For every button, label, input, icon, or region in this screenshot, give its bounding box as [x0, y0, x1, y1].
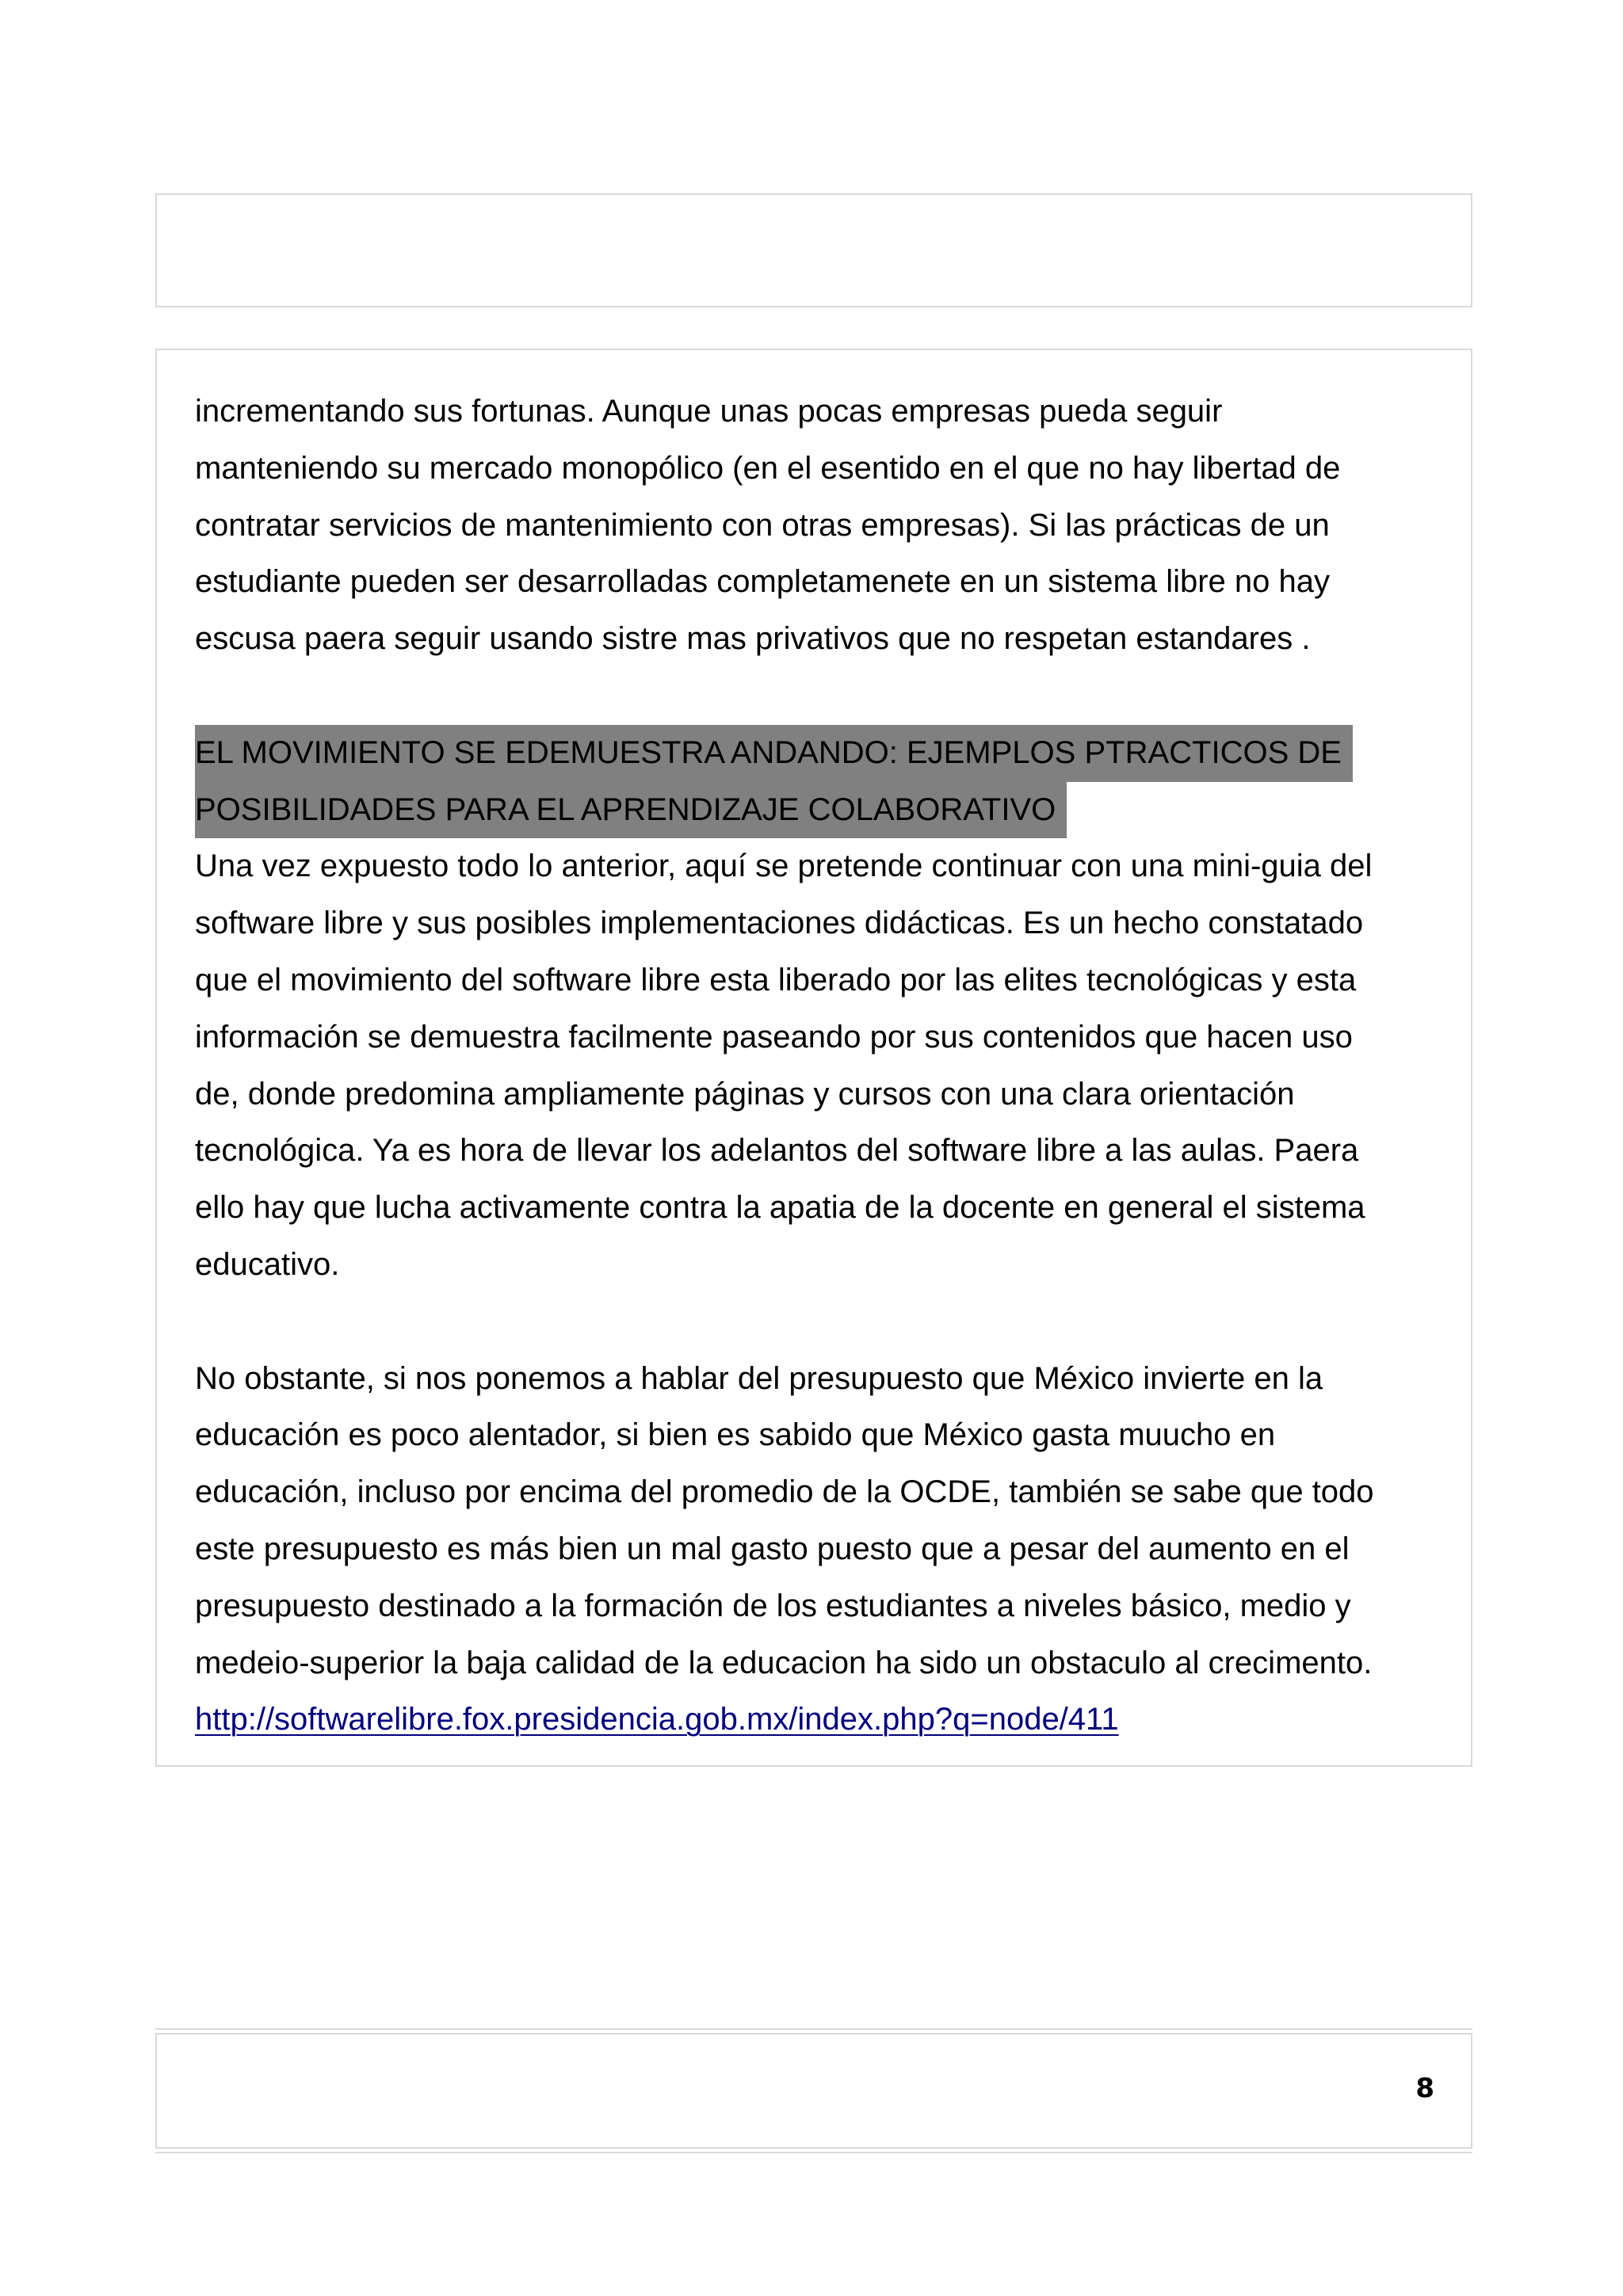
- text-line: incrementando sus fortunas. Aunque unas pocas empresas pueda seguir: [195, 394, 1223, 429]
- text-line: estudiante pueden ser desarrolladas completamenete en un sistema libre no hay: [195, 564, 1330, 600]
- paragraph-3: [195, 1351, 1433, 1692]
- footer-divider: [155, 2028, 1472, 2030]
- page-number: 8: [1415, 2073, 1434, 2104]
- blank-line: [195, 668, 1433, 725]
- text-line: educación, incluso por encima del promedio de la OCDE, también se sabe que todo: [195, 1474, 1374, 1510]
- text-line: presupuesto destinado a la formación de los estudiantes a niveles básico, medio y: [195, 1588, 1351, 1623]
- text-line: educación es poco alentador, si bien es sabido que México gasta muucho en: [195, 1417, 1276, 1453]
- text-line: educativo.: [195, 1246, 340, 1282]
- page-header-box: [155, 193, 1472, 307]
- text-line: medeio-superior la baja calidad de la educacion ha sido un obstaculo al crecimento.: [195, 1645, 1373, 1680]
- section-heading: [195, 725, 1433, 839]
- paragraph-1: [195, 383, 1433, 668]
- link-line: [195, 1691, 1433, 1749]
- text-frame: [155, 349, 1472, 1767]
- heading-line: EL MOVIMIENTO SE EDEMUESTRA ANDANDO: EJEMPLOS PTRACTICOS DE: [195, 725, 1353, 782]
- paragraph-2: [195, 838, 1433, 1293]
- text-line: que el movimiento del software libre esta liberado por las elites tecnológicas y esta: [195, 962, 1357, 997]
- text-line: de, donde predomina ampliamente páginas y cursos con una clara orientación: [195, 1076, 1295, 1112]
- text-line: manteniendo su mercado monopólico (en el esentido en el que no hay libertad de: [195, 450, 1341, 486]
- text-line: escusa paera seguir usando sistre mas privativos que no respetan estandares .: [195, 621, 1311, 657]
- source-link[interactable]: http://softwarelibre.fox.presidencia.gob.mx/index.php?q=node/411: [195, 1702, 1119, 1737]
- text-line: ello hay que lucha activamente contra la apatia de la docente en general el sistema: [195, 1190, 1365, 1226]
- heading-line-wrapper: [195, 782, 1433, 839]
- blank-line: [195, 1294, 1433, 1351]
- text-line: No obstante, si nos ponemos a hablar del presupuesto que México invierte en la: [195, 1360, 1323, 1396]
- heading-line-wrapper: [195, 725, 1433, 782]
- text-line: software libre y sus posibles implementaciones didácticas. Es un hecho constatado: [195, 906, 1364, 941]
- text-line: información se demuestra facilmente paseando por sus contenidos que hacen uso: [195, 1019, 1353, 1055]
- page-footer-box: [155, 2033, 1472, 2149]
- footer-divider: [155, 2152, 1472, 2153]
- text-line: este presupuesto es más bien un mal gasto puesto que a pesar del aumento en el: [195, 1531, 1350, 1566]
- text-line: Una vez expuesto todo lo anterior, aquí se pretende continuar con una mini-guia del: [195, 849, 1373, 884]
- heading-line: POSIBILIDADES PARA EL APRENDIZAJE COLABORATIVO: [195, 782, 1067, 839]
- text-line: tecnológica. Ya es hora de llevar los adelantos del software libre a las aulas. Paera: [195, 1133, 1359, 1169]
- text-line: contratar servicios de mantenimiento con otras empresas). Si las prácticas de un: [195, 507, 1330, 543]
